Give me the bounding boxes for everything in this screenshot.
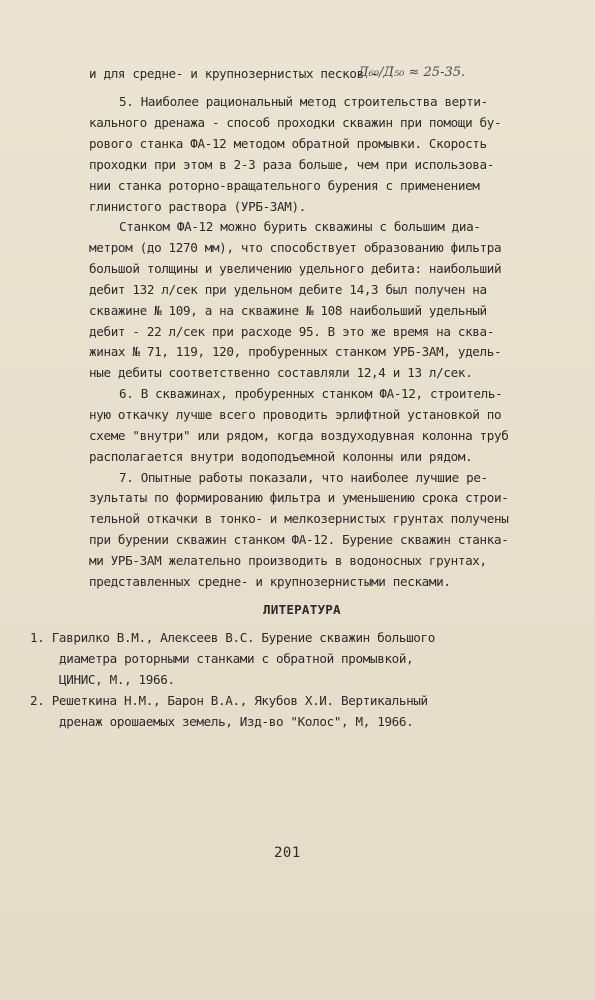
reference-line: диаметра роторными станками с обратной промывкой,	[59, 651, 414, 666]
body-line: дебит - 22 л/сек при расходе 95. В это же время на сква-	[89, 324, 494, 339]
body-line: глинистого раствора (УРБ-3АМ).	[89, 199, 306, 214]
body-line: Станком ФА-12 можно бурить скважины с большим диа-	[119, 219, 481, 234]
body-line: нии станка роторно-вращательного бурения с применением	[89, 178, 480, 193]
page-number: 201	[274, 845, 301, 861]
body-line: кального дренажа - способ проходки скважин при помощи бу-	[89, 115, 502, 130]
body-line: располагается внутри водоподъемной колонны или рядом.	[89, 449, 473, 464]
body-line: зультаты по формированию фильтра и уменьшению срока строи-	[89, 490, 509, 505]
reference-line: ЦИНИС, М., 1966.	[59, 672, 175, 687]
reference-line: 1. Гаврилко В.М., Алексеев В.С. Бурение скважин большого	[30, 630, 435, 645]
body-line: дебит 132 л/сек при удельном дебите 14,3 был получен на	[89, 282, 487, 297]
body-line: скважине № 109, а на скважине № 108 наибольший удельный	[89, 303, 487, 318]
body-line: метром (до 1270 мм), что способствует образованию фильтра	[89, 240, 502, 255]
body-line: ми УРБ-3АМ желательно производить в водоносных грунтах,	[89, 553, 487, 568]
body-line: схеме "внутри" или рядом, когда воздуходувная колонна труб	[89, 428, 509, 443]
reference-line: дренаж орошаемых земель, Изд-во "Колос", М, 1966.	[59, 714, 414, 729]
body-line: 7. Опытные работы показали, что наиболее лучшие ре-	[119, 470, 488, 485]
references-title: ЛИТЕРАТУРА	[263, 602, 341, 617]
body-line: рового станка ФА-12 методом обратной промывки. Скорость	[89, 136, 487, 151]
body-line: жинах № 71, 119, 120, пробуренных станком УРБ-3АМ, удель-	[89, 344, 502, 359]
reference-line: 2. Решеткина Н.М., Барон В.А., Якубов Х.И. Вертикальный	[30, 693, 428, 708]
body-line: при бурении скважин станком ФА-12. Бурение скважин станка-	[89, 532, 509, 547]
body-line: представленных средне- и крупнозернистыми песками.	[89, 574, 451, 589]
body-line: 5. Наиболее рациональный метод строительства верти-	[119, 94, 488, 109]
body-line: большой толщины и увеличению удельного дебита: наибольший	[89, 261, 502, 276]
body-line: ную откачку лучше всего проводить эрлифтной установкой по	[89, 407, 502, 422]
body-line: и для средне- и крупнозернистых песков -	[89, 66, 379, 81]
body-line: ные дебиты соответственно составляли 12,4 и 13 л/сек.	[89, 365, 473, 380]
body-line: проходки при этом в 2-3 раза больше, чем при использова-	[89, 157, 494, 172]
body-line: 6. В скважинах, пробуренных станком ФА-12, строитель-	[119, 386, 503, 401]
body-line: тельной откачки в тонко- и мелкозернистых грунтах получены	[89, 511, 509, 526]
handwritten-formula: Д₆₀/Д₅₀ ≈ 25-35.	[358, 65, 466, 80]
